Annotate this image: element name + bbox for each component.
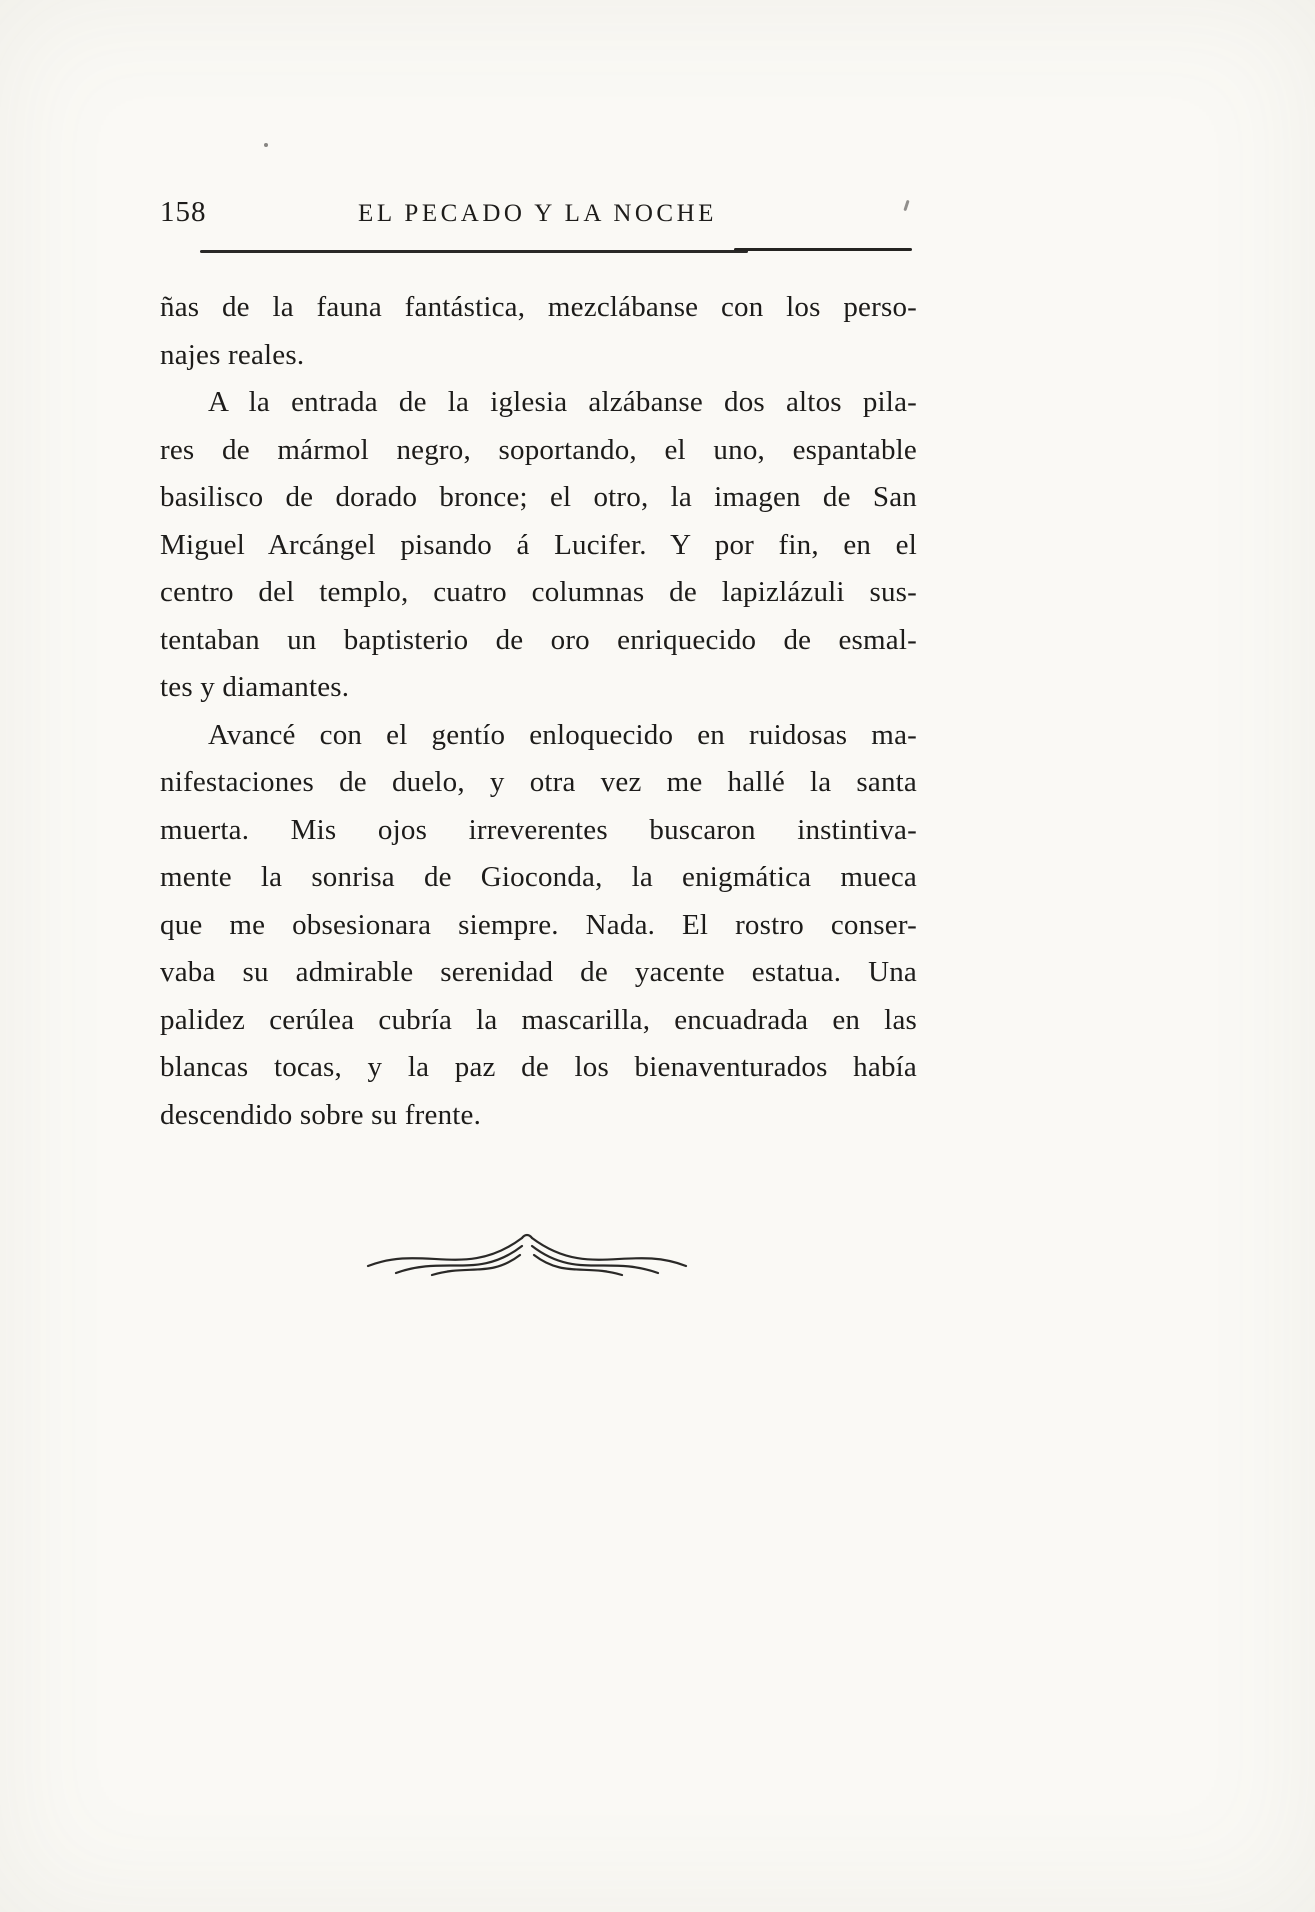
text-line: Avancé con el gentío enloquecido en ruidosas ma- [208, 718, 917, 751]
text-line: tentaban un baptisterio de oro enriquecido de esmal- [160, 623, 917, 656]
page-number: 158 [160, 196, 207, 228]
tailpiece-flourish-icon [362, 1228, 692, 1292]
text-line: najes reales. [160, 338, 305, 371]
header-rule-right [734, 248, 912, 251]
text-line: muerta. Mis ojos irreverentes buscaron instintiva- [160, 813, 917, 846]
header-rule-left [200, 250, 748, 253]
header-rule [200, 246, 912, 254]
text-line: blancas tocas, y la paz de los bienaventurados había [160, 1051, 917, 1083]
text-line: palidez cerúlea cubría la mascarilla, encuadrada en las [160, 1003, 917, 1036]
running-header-title: EL PECADO Y LA NOCHE [358, 200, 717, 227]
text-line: ñas de la fauna fantástica, mezclábanse con los perso- [160, 291, 917, 323]
text-line: que me obsesionara siempre. Nada. El rostro conser- [160, 908, 917, 941]
scan-speck [264, 143, 268, 147]
text-line: descendido sobre su frente. [160, 1098, 482, 1131]
text-line: Miguel Arcángel pisando á Lucifer. Y por fin, en el [160, 528, 917, 561]
page-header [160, 196, 915, 238]
text-line: centro del templo, cuatro columnas de lapizlázuli sus- [160, 576, 917, 608]
text-line: res de mármol negro, soportando, el uno, espantable [160, 433, 917, 466]
text-line: A la entrada de la iglesia alzábanse dos altos pila- [208, 386, 917, 418]
page-body [160, 284, 917, 1139]
text-line: tes y diamantes. [160, 671, 350, 703]
text-line: basilisco de dorado bronce; el otro, la imagen de San [160, 481, 917, 513]
text-line: mente la sonrisa de Gioconda, la enigmática mueca [160, 861, 917, 893]
text-line: nifestaciones de duelo, y otra vez me hallé la santa [160, 766, 917, 798]
text-line: vaba su admirable serenidad de yacente estatua. Una [160, 956, 917, 988]
